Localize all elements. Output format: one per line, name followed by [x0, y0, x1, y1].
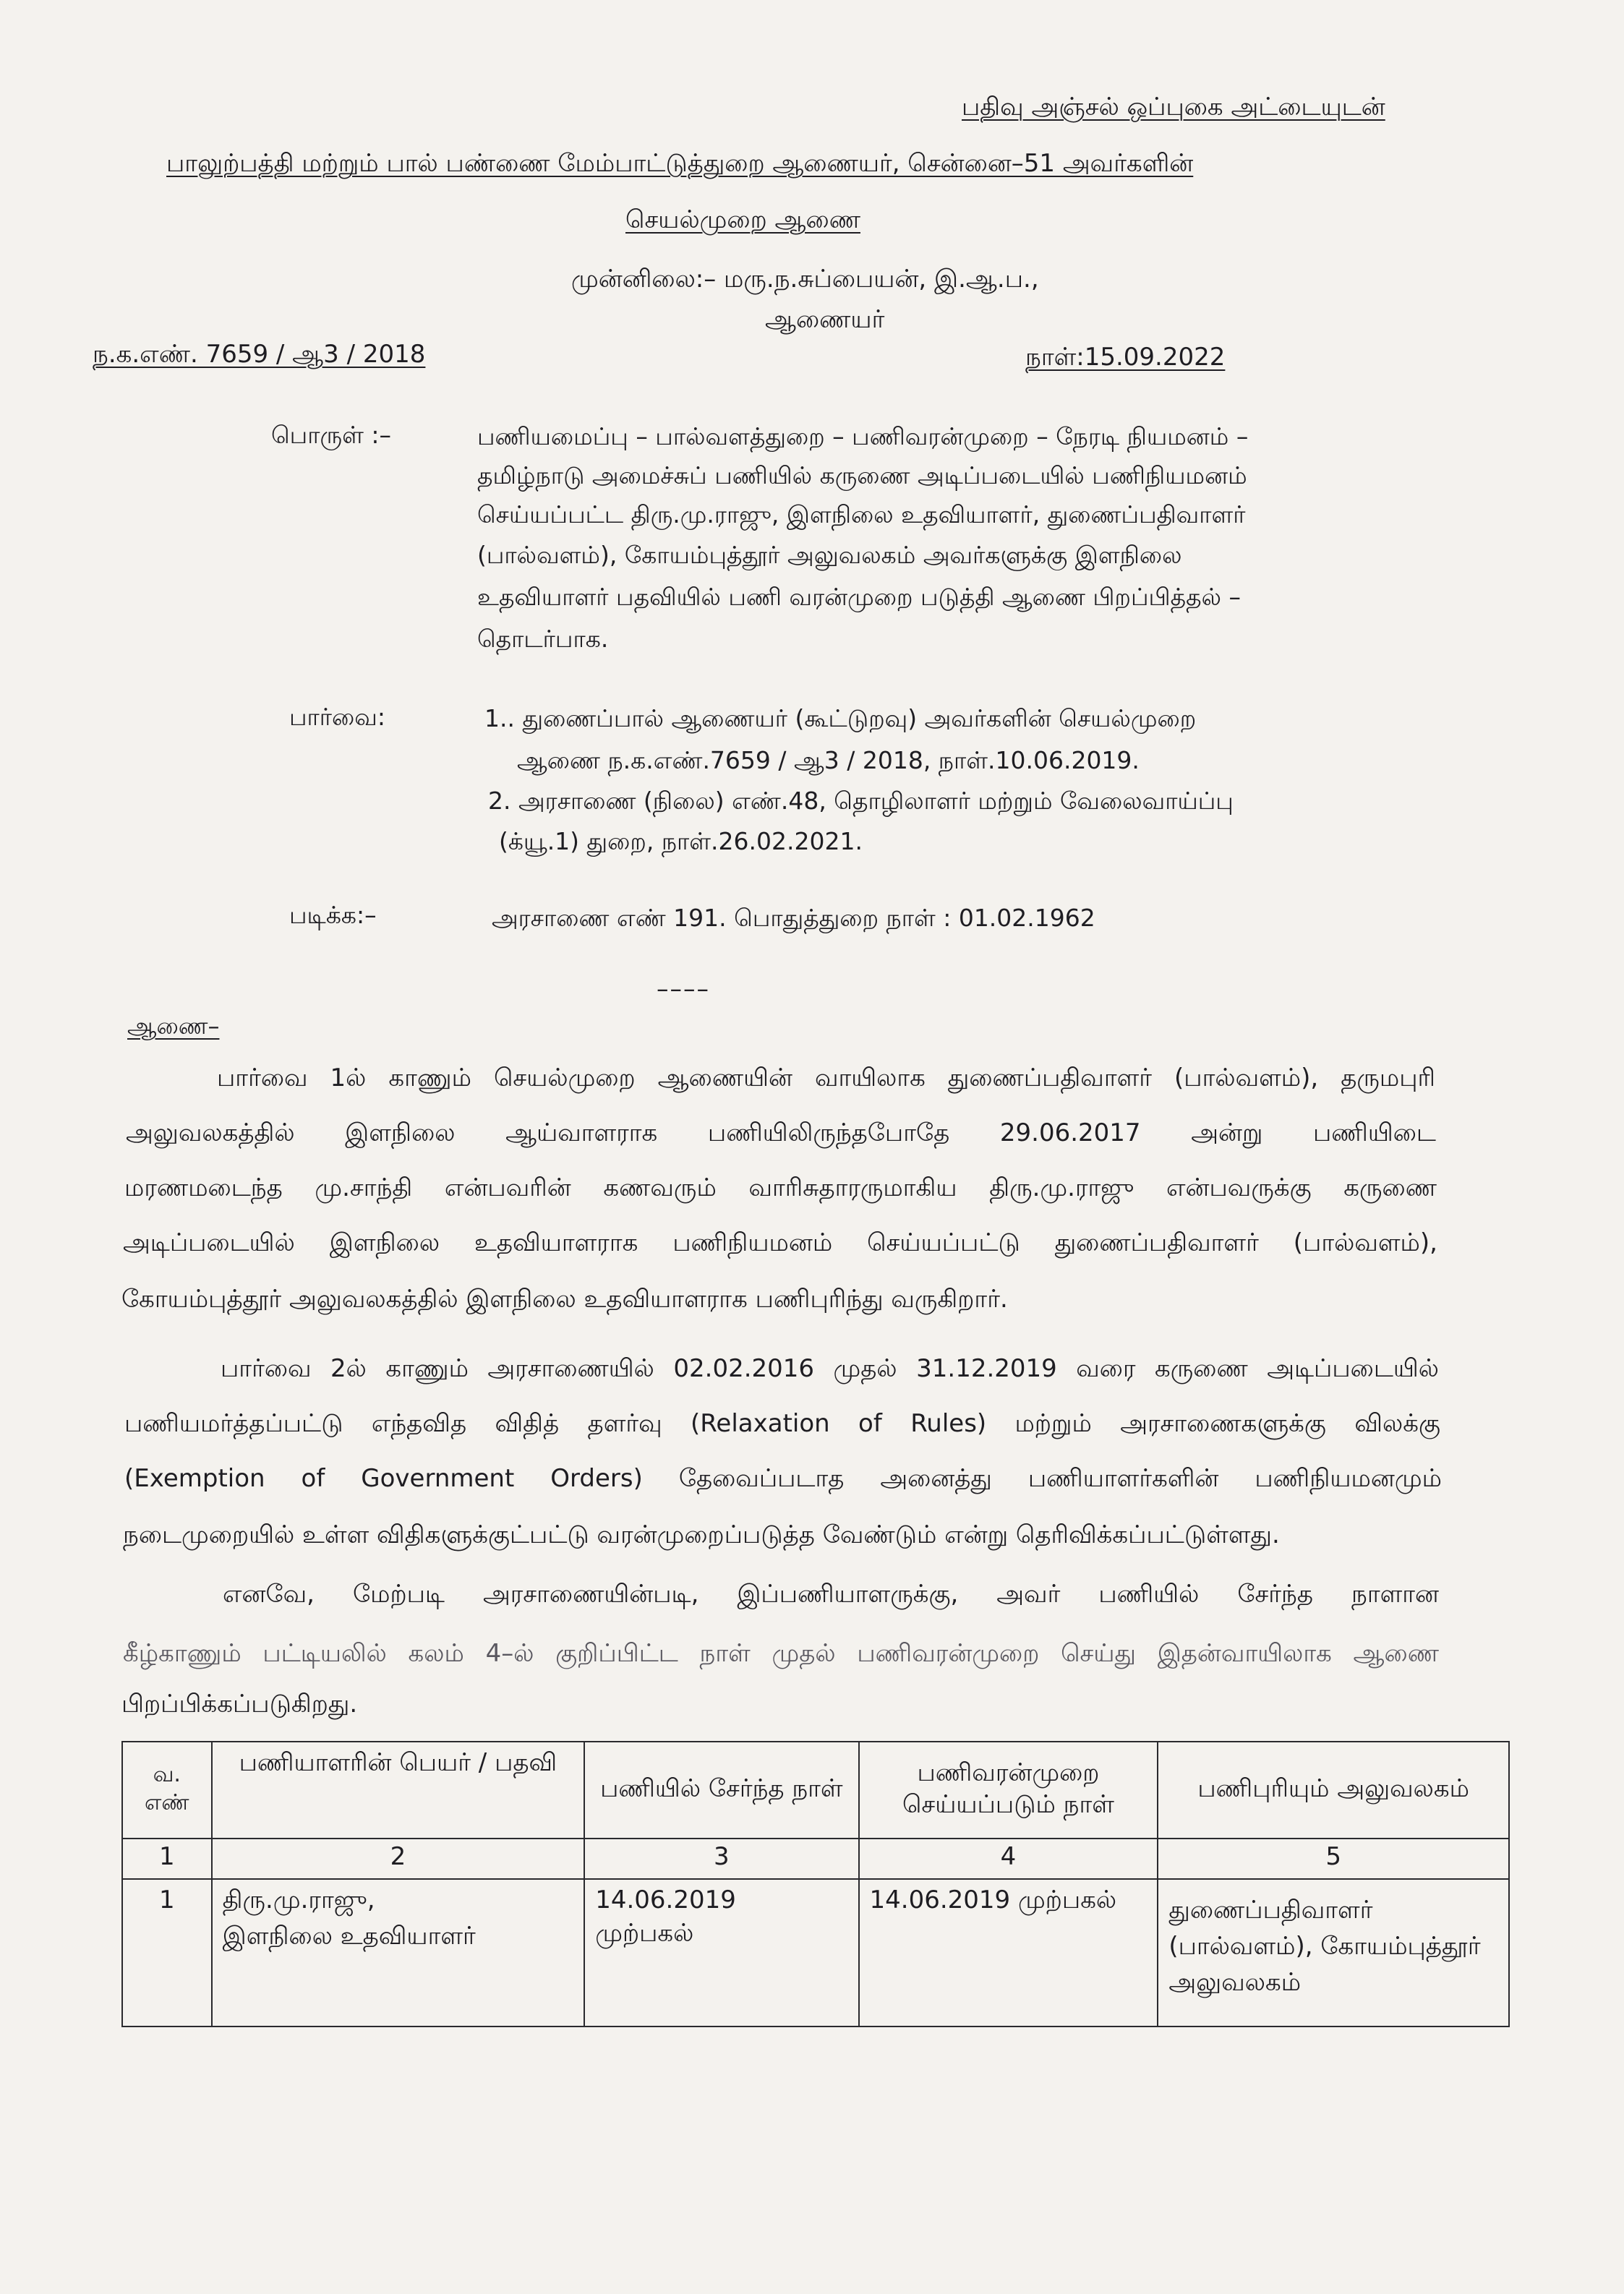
order-para2-line: (Exemption of Government Orders) தேவைப்படாத அனைத்து பணியாளர்களின் பணிநியமனமும் [124, 1464, 1442, 1493]
reference-item: (க்யூ.1) துறை, நாள்.26.02.2021. [499, 827, 863, 855]
office-line: துணைப்பதிவாளர் [1168, 1896, 1373, 1925]
cell-sno: 1 [122, 1879, 212, 2026]
order-para1-line: கோயம்புத்தூர் அலுவலகத்தில் இளநிலை உதவியாளராக பணிபுரிந்து வருகிறார். [121, 1285, 1008, 1314]
joined-date: 14.06.2019 [595, 1886, 736, 1914]
table-header-row [122, 1742, 1509, 1839]
order-heading: ஆணை– [127, 1012, 220, 1040]
subject-line: செய்யப்பட்ட திரு.மு.ராஜு, இளநிலை உதவியாளர், துணைப்பதிவாளர் [477, 500, 1246, 528]
references-label: பார்வை: [289, 703, 385, 731]
col-number: 3 [584, 1839, 858, 1879]
header-regularised: பணிவரன்முறை செய்யப்படும் நாள் [859, 1742, 1158, 1839]
header-office: பணிபுரியும் அலுவலகம் [1158, 1742, 1509, 1839]
order-date: நாள்:15.09.2022 [1025, 343, 1226, 372]
cell-regularised: 14.06.2019 முற்பகல் [859, 1879, 1158, 2026]
read-label: படிக்க:– [289, 901, 377, 929]
header-name-post: பணியாளரின் பெயர் / பதவி [212, 1742, 585, 1839]
table-row [122, 1879, 1509, 2026]
employee-name: திரு.மு.ராஜு, [222, 1886, 375, 1914]
col-number: 2 [212, 1839, 585, 1879]
order-type-title: செயல்முறை ஆணை [625, 205, 860, 234]
col-number: 5 [1158, 1839, 1509, 1879]
separator: –––– [657, 975, 710, 1003]
subject-label: பொருள் :– [271, 421, 391, 449]
reference-item: ஆணை ந.க.எண்.7659 / ஆ3 / 2018, நாள்.10.06.2019. [517, 746, 1140, 774]
cell-joined [584, 1879, 858, 2026]
order-para1-line: மரணமடைந்த மு.சாந்தி என்பவரின் கணவரும் வாரிசுதாரருமாகிய திரு.மு.ராஜு என்பவருக்கு கருணை [124, 1173, 1437, 1202]
header-joined: பணியில் சேர்ந்த நாள் [584, 1742, 858, 1839]
registered-post-note: பதிவு அஞ்சல் ஒப்புகை அட்டையுடன் [962, 93, 1385, 121]
col-number: 1 [122, 1839, 212, 1879]
read-text: அரசாணை எண் 191. பொதுத்துறை நாள் : 01.02.1962 [492, 904, 1095, 932]
reference-number: ந.க.எண். 7659 / ஆ3 / 2018 [93, 340, 426, 369]
order-para2-line: பார்வை 2ல் காணும் அரசாணையில் 02.02.2016 முதல் 31.12.2019 வரை கருணை அடிப்படையில் [221, 1354, 1439, 1383]
order-para3-line: பிறப்பிக்கப்படுகிறது. [121, 1690, 358, 1719]
office-line: (பால்வளம்), கோயம்புத்தூர் [1168, 1932, 1481, 1961]
order-para3-line: எனவே, மேற்படி அரசாணையின்படி, இப்பணியாளருக்கு, அவர் பணியில் சேர்ந்த நாளான [223, 1580, 1439, 1609]
cell-office [1158, 1879, 1509, 2026]
cell-name-post [212, 1879, 585, 2026]
col-number: 4 [859, 1839, 1158, 1879]
joined-session: முற்பகல் [595, 1919, 694, 1948]
order-para3-line: கீழ்காணும் பட்டியலில் கலம் 4–ல் குறிப்பிட்ட நாள் முதல் பணிவரன்முறை செய்து இதன்வாயிலாக ஆணை [123, 1639, 1439, 1668]
presence-line: முன்னிலை:– மரு.ந.சுப்பையன், இ.ஆ.ப., [571, 265, 1039, 294]
order-para1-line: பார்வை 1ல் காணும் செயல்முறை ஆணையின் வாயிலாக துணைப்பதிவாளர் (பால்வளம்), தருமபுரி [217, 1063, 1435, 1092]
office-line: அலுவலகம் [1168, 1968, 1302, 1997]
header-sno: வ. எண் [122, 1742, 212, 1839]
subject-line: (பால்வளம்), கோயம்புத்தூர் அலுவலகம் அவர்களுக்கு இளநிலை [477, 541, 1182, 569]
issuing-authority: பாலுற்பத்தி மற்றும் பால் பண்ணை மேம்பாட்டுத்துறை ஆணையர், சென்னை–51 அவர்களின் [166, 149, 1194, 178]
subject-line: தமிழ்நாடு அமைச்சுப் பணியில் கருணை அடிப்படையில் பணிநியமனம் [477, 461, 1247, 489]
order-para2-line: பணியமர்த்தப்பட்டு எந்தவித விதித் தளர்வு (Relaxation of Rules) மற்றும் அரசாணைகளுக்கு விலக்கு [124, 1409, 1440, 1438]
table-number-row [122, 1839, 1509, 1879]
order-para2-line: நடைமுறையில் உள்ள விதிகளுக்குட்பட்டு வரன்முறைப்படுத்த வேண்டும் என்று தெரிவிக்கப்பட்டுள்ளது. [123, 1520, 1280, 1549]
employee-post: இளநிலை உதவியாளர் [222, 1922, 476, 1951]
reference-item: 1.. துணைப்பால் ஆணையர் (கூட்டுறவு) அவர்களின் செயல்முறை [484, 704, 1197, 732]
subject-line: பணியமைப்பு – பால்வளத்துறை – பணிவரன்முறை – நேரடி நியமனம் – [477, 422, 1249, 450]
subject-line: தொடர்பாக. [477, 625, 609, 653]
subject-line: உதவியாளர் பதவியில் பணி வரன்முறை படுத்தி ஆணை பிறப்பித்தல் – [477, 583, 1241, 611]
order-para1-line: அலுவலகத்தில் இளநிலை ஆய்வாளராக பணியிலிருந்தபோதே 29.06.2017 அன்று பணியிடை [126, 1118, 1436, 1147]
designation: ஆணையர் [765, 305, 885, 334]
reference-item: 2. அரசாணை (நிலை) எண்.48, தொழிலாளர் மற்றும் வேலைவாய்ப்பு [488, 787, 1234, 815]
order-para1-line: அடிப்படையில் இளநிலை உதவியாளராக பணிநியமனம் செய்யப்பட்டு துணைப்பதிவாளர் (பால்வளம்), [123, 1228, 1437, 1257]
employee-table [121, 1741, 1510, 2027]
